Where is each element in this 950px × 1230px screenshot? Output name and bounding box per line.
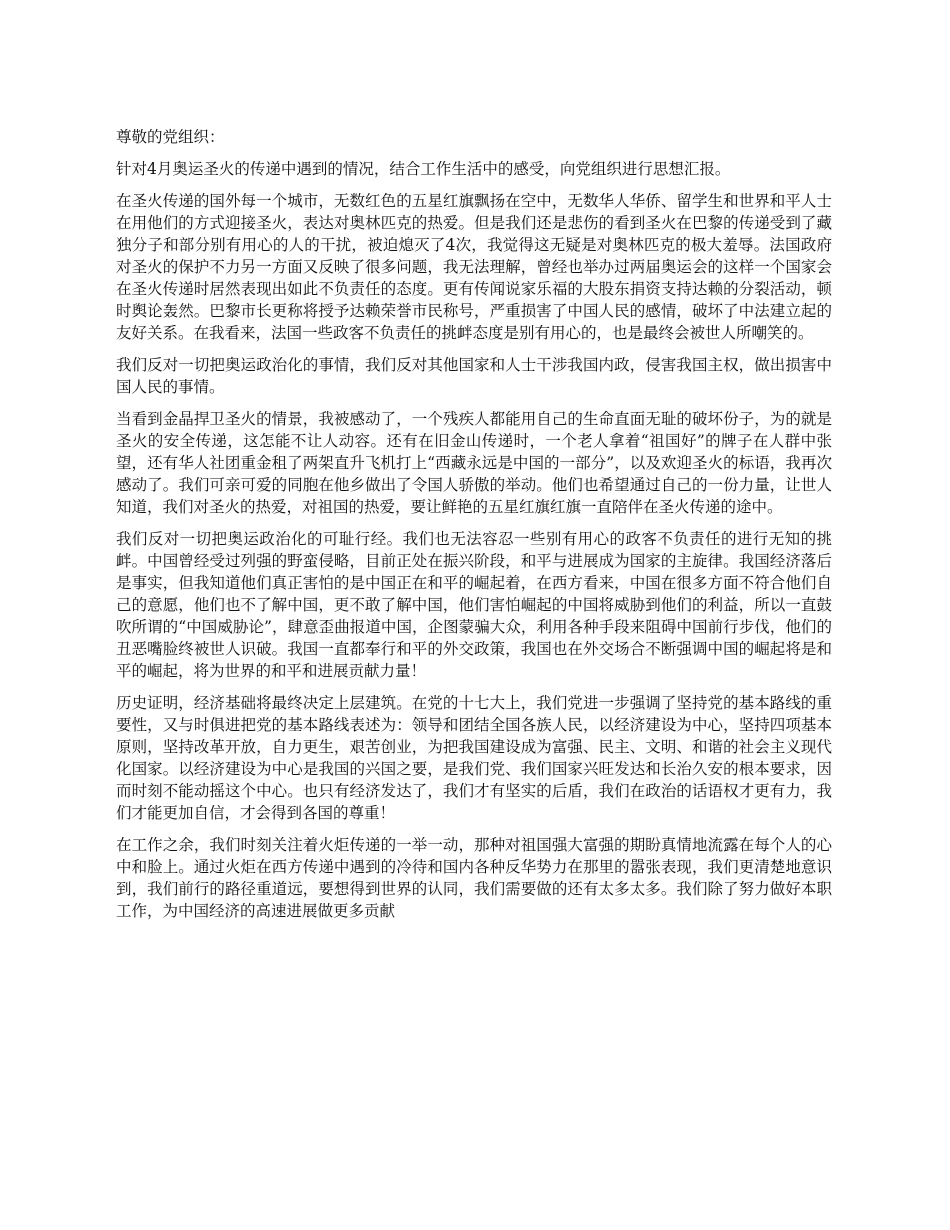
paragraph-torch-abroad: 在圣火传递的国外每一个城市，无数红色的五星红旗飘扬在空中，无数华人华侨、留学生和世界和平人士在用他们的方式迎接圣火，表达对奥林匹克的热爱。但是我们还是悲伤的看到圣火在巴黎的传递受到了藏独分子和部分别有用心的人的干扰，被迫熄灭了4次，我觉得这无疑是对奥林匹克的极大羞辱。法国政府对圣火的保护不力另一方面又反映了很多问题，我无法理解，曾经也举办过两届奥运会的这样一个国家会在圣火传递时居然表现出如此不负责任的态度。更有传闻说家乐福的大股东捐资支持达赖的分裂活动，顿时舆论轰然。巴黎市长更称将授予达赖荣誉市民称号，严重损害了中国人民的感情，破坏了中法建立起的友好关系。在我看来，法国一些政客不负责任的挑衅态度是别有用心的，也是最终会被世人所嘲笑的。: [116, 192, 832, 342]
paragraph-jin-jing: 当看到金晶捍卫圣火的情景，我被感动了，一个残疾人都能用自己的生命直面无耻的破坏份子，为的就是圣火的安全传递，这怎能不让人动容。还有在旧金山传递时，一个老人拿着“祖国好”的牌子在人群中张望，还有华人社团重金租了两架直升飞机打上“西藏永远是中国的一部分”，以及欢迎圣火的标语，我再次感动了。我们可亲可爱的同胞在他乡做出了令国人骄傲的举动。他们也希望通过自己的一份力量，让世人知道，我们对圣火的热爱，对祖国的热爱，要让鲜艳的五星红旗红旗一直陪伴在圣火传递的途中。: [116, 410, 832, 516]
paragraph-economic-foundation: 历史证明，经济基础将最终决定上层建筑。在党的十七大上，我们党进一步强调了坚持党的基本路线的重要性，又与时俱进把党的基本路线表述为：领导和团结全国各族人民，以经济建设为中心，坚持四项基本原则，坚持改革开放，自力更生，艰苦创业，为把我国建设成为富强、民主、文明、和谐的社会主义现代化国家。以经济建设为中心是我国的兴国之要，是我们党、我们国家兴旺发达和长治久安的根本要求，因而时刻不能动摇这个中心。也只有经济发达了，我们才有坚实的后盾，我们在政治的话语权才更有力，我们才能更加自信，才会得到各国的尊重！: [116, 694, 832, 822]
paragraph-intro: 针对4月奥运圣火的传递中遇到的情况，结合工作生活中的感受，向党组织进行思想汇报。: [116, 160, 731, 178]
paragraph-peaceful-rise: 我们反对一切把奥运政治化的可耻行经。我们也无法容忍一些别有用心的政客不负责任的进行无知的挑衅。中国曾经受过列强的野蛮侵略，目前正处在振兴阶段，和平与进展成为国家的主旋律。我国经济落后是事实，但我知道他们真正害怕的是中国正在和平的崛起着，在西方看来，中国在很多方面不符合他们自己的意愿，他们也不了解中国，更不敢了解中国，他们害怕崛起的中国将威胁到他们的利益，所以一直鼓吹所谓的“中国威胁论”，肆意歪曲报道中国，企图蒙骗大众，利用各种手段来阻碍中国前行步伐，他们的丑恶嘴脸终被世人识破。我国一直都奉行和平的外交政策，我国也在外交场合不断强调中国的崛起将是和平的崛起，将为世界的和平和进展贡献力量！: [116, 530, 832, 680]
salutation: 尊敬的党组织：: [116, 128, 225, 146]
document-body: [116, 126, 832, 932]
paragraph-oppose-politicization: 我们反对一切把奥运政治化的事情，我们反对其他国家和人士干涉我国内政，侵害我国主权，做出损害中国人民的事情。: [116, 356, 832, 396]
paragraph-work-reflection: 在工作之余，我们时刻关注着火炬传递的一举一动，那种对祖国强大富强的期盼真情地流露在每个人的心中和脸上。通过火炬在西方传递中遇到的冷待和国内各种反华势力在那里的嚣张表现，我们更清楚地意识到，我们前行的路径重道远，要想得到世界的认同，我们需要做的还有太多太多。我们除了努力做好本职工作，为中国经济的高速进展做更多贡献: [116, 836, 832, 920]
